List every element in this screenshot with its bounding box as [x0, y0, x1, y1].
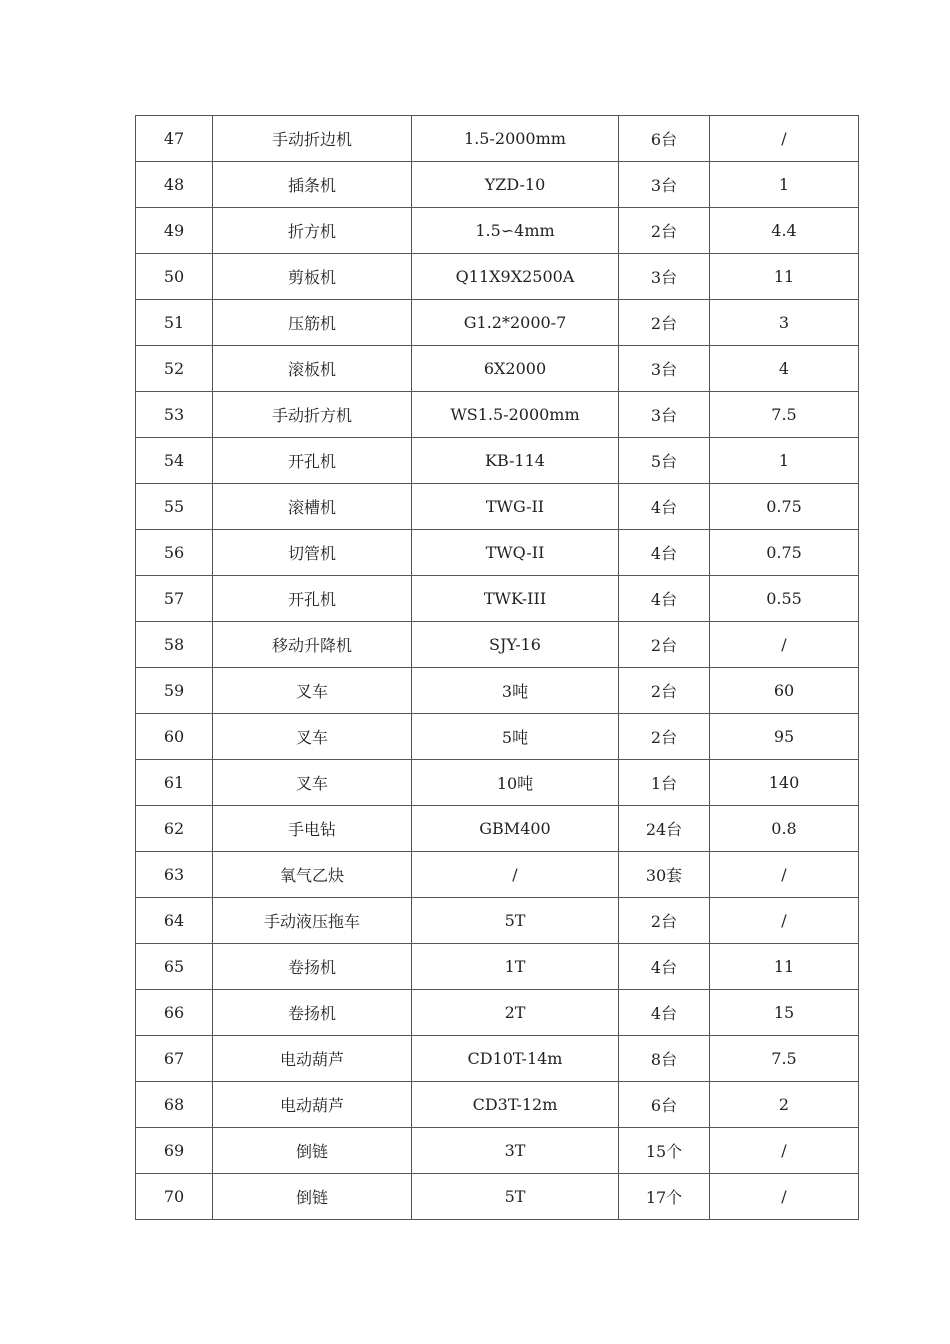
power-cell: 60 [710, 668, 859, 714]
table-row [136, 392, 859, 438]
quantity-cell: 2台 [619, 300, 710, 346]
table-row [136, 208, 859, 254]
row-number-cell: 63 [136, 852, 213, 898]
power-cell: 0.75 [710, 530, 859, 576]
quantity-cell: 6台 [619, 1082, 710, 1128]
table-row [136, 484, 859, 530]
row-number-cell: 59 [136, 668, 213, 714]
power-cell: / [710, 622, 859, 668]
equipment-name-cell: 手动折边机 [213, 116, 412, 162]
model-spec-cell: CD10T-14m [412, 1036, 619, 1082]
power-cell: / [710, 1174, 859, 1220]
power-cell: 140 [710, 760, 859, 806]
equipment-name-cell: 叉车 [213, 714, 412, 760]
equipment-name-cell: 切管机 [213, 530, 412, 576]
table-row [136, 714, 859, 760]
quantity-cell: 5台 [619, 438, 710, 484]
power-cell: 4.4 [710, 208, 859, 254]
equipment-name-cell: 剪板机 [213, 254, 412, 300]
model-spec-cell: YZD-10 [412, 162, 619, 208]
quantity-cell: 2台 [619, 668, 710, 714]
equipment-name-cell: 电动葫芦 [213, 1082, 412, 1128]
power-cell: / [710, 852, 859, 898]
equipment-name-cell: 氧气乙炔 [213, 852, 412, 898]
model-spec-cell: 1T [412, 944, 619, 990]
power-cell: 7.5 [710, 1036, 859, 1082]
table-row [136, 116, 859, 162]
table-row [136, 576, 859, 622]
row-number-cell: 51 [136, 300, 213, 346]
row-number-cell: 53 [136, 392, 213, 438]
row-number-cell: 47 [136, 116, 213, 162]
table-row [136, 162, 859, 208]
equipment-table-body [136, 116, 859, 1220]
power-cell: 0.55 [710, 576, 859, 622]
row-number-cell: 58 [136, 622, 213, 668]
model-spec-cell: TWG-II [412, 484, 619, 530]
quantity-cell: 4台 [619, 576, 710, 622]
row-number-cell: 49 [136, 208, 213, 254]
equipment-name-cell: 开孔机 [213, 438, 412, 484]
power-cell: 11 [710, 254, 859, 300]
row-number-cell: 60 [136, 714, 213, 760]
row-number-cell: 66 [136, 990, 213, 1036]
quantity-cell: 30套 [619, 852, 710, 898]
model-spec-cell: 5T [412, 898, 619, 944]
table-row [136, 760, 859, 806]
equipment-table [135, 115, 859, 1220]
table-row [136, 1036, 859, 1082]
equipment-name-cell: 开孔机 [213, 576, 412, 622]
table-row [136, 1174, 859, 1220]
table-row [136, 254, 859, 300]
quantity-cell: 8台 [619, 1036, 710, 1082]
model-spec-cell: 1.5-2000mm [412, 116, 619, 162]
power-cell: / [710, 116, 859, 162]
power-cell: 1 [710, 438, 859, 484]
model-spec-cell: / [412, 852, 619, 898]
quantity-cell: 4台 [619, 530, 710, 576]
model-spec-cell: CD3T-12m [412, 1082, 619, 1128]
row-number-cell: 50 [136, 254, 213, 300]
quantity-cell: 4台 [619, 484, 710, 530]
power-cell: 15 [710, 990, 859, 1036]
table-row [136, 898, 859, 944]
model-spec-cell: WS1.5-2000mm [412, 392, 619, 438]
model-spec-cell: Q11X9X2500A [412, 254, 619, 300]
equipment-name-cell: 压筋机 [213, 300, 412, 346]
quantity-cell: 2台 [619, 208, 710, 254]
power-cell: 3 [710, 300, 859, 346]
power-cell: / [710, 898, 859, 944]
table-row [136, 990, 859, 1036]
equipment-name-cell: 卷扬机 [213, 944, 412, 990]
model-spec-cell: 1.5∽4mm [412, 208, 619, 254]
row-number-cell: 65 [136, 944, 213, 990]
equipment-name-cell: 手电钻 [213, 806, 412, 852]
quantity-cell: 17个 [619, 1174, 710, 1220]
quantity-cell: 2台 [619, 898, 710, 944]
row-number-cell: 56 [136, 530, 213, 576]
table-row [136, 300, 859, 346]
model-spec-cell: 3吨 [412, 668, 619, 714]
equipment-name-cell: 叉车 [213, 760, 412, 806]
table-row [136, 806, 859, 852]
equipment-name-cell: 手动液压拖车 [213, 898, 412, 944]
model-spec-cell: G1.2*2000-7 [412, 300, 619, 346]
row-number-cell: 70 [136, 1174, 213, 1220]
quantity-cell: 24台 [619, 806, 710, 852]
table-row [136, 346, 859, 392]
model-spec-cell: TWK-III [412, 576, 619, 622]
row-number-cell: 67 [136, 1036, 213, 1082]
model-spec-cell: KB-114 [412, 438, 619, 484]
table-row [136, 944, 859, 990]
row-number-cell: 48 [136, 162, 213, 208]
table-row [136, 622, 859, 668]
power-cell: 7.5 [710, 392, 859, 438]
equipment-name-cell: 手动折方机 [213, 392, 412, 438]
model-spec-cell: SJY-16 [412, 622, 619, 668]
row-number-cell: 61 [136, 760, 213, 806]
power-cell: 1 [710, 162, 859, 208]
equipment-name-cell: 叉车 [213, 668, 412, 714]
equipment-name-cell: 插条机 [213, 162, 412, 208]
power-cell: 95 [710, 714, 859, 760]
quantity-cell: 1台 [619, 760, 710, 806]
model-spec-cell: TWQ-II [412, 530, 619, 576]
quantity-cell: 2台 [619, 714, 710, 760]
power-cell: / [710, 1128, 859, 1174]
row-number-cell: 69 [136, 1128, 213, 1174]
quantity-cell: 6台 [619, 116, 710, 162]
power-cell: 0.8 [710, 806, 859, 852]
quantity-cell: 3台 [619, 254, 710, 300]
table-row [136, 852, 859, 898]
power-cell: 11 [710, 944, 859, 990]
table-row [136, 1082, 859, 1128]
model-spec-cell: 2T [412, 990, 619, 1036]
model-spec-cell: 10吨 [412, 760, 619, 806]
row-number-cell: 62 [136, 806, 213, 852]
quantity-cell: 3台 [619, 392, 710, 438]
equipment-name-cell: 滚槽机 [213, 484, 412, 530]
row-number-cell: 68 [136, 1082, 213, 1128]
power-cell: 2 [710, 1082, 859, 1128]
equipment-name-cell: 折方机 [213, 208, 412, 254]
equipment-name-cell: 移动升降机 [213, 622, 412, 668]
equipment-name-cell: 滚板机 [213, 346, 412, 392]
model-spec-cell: GBM400 [412, 806, 619, 852]
row-number-cell: 64 [136, 898, 213, 944]
model-spec-cell: 3T [412, 1128, 619, 1174]
table-row [136, 438, 859, 484]
quantity-cell: 3台 [619, 162, 710, 208]
quantity-cell: 2台 [619, 622, 710, 668]
power-cell: 0.75 [710, 484, 859, 530]
quantity-cell: 15个 [619, 1128, 710, 1174]
equipment-name-cell: 倒链 [213, 1128, 412, 1174]
equipment-name-cell: 电动葫芦 [213, 1036, 412, 1082]
row-number-cell: 54 [136, 438, 213, 484]
model-spec-cell: 6X2000 [412, 346, 619, 392]
quantity-cell: 4台 [619, 944, 710, 990]
table-row [136, 668, 859, 714]
model-spec-cell: 5T [412, 1174, 619, 1220]
model-spec-cell: 5吨 [412, 714, 619, 760]
row-number-cell: 55 [136, 484, 213, 530]
quantity-cell: 4台 [619, 990, 710, 1036]
table-row [136, 1128, 859, 1174]
equipment-name-cell: 倒链 [213, 1174, 412, 1220]
power-cell: 4 [710, 346, 859, 392]
equipment-name-cell: 卷扬机 [213, 990, 412, 1036]
table-row [136, 530, 859, 576]
row-number-cell: 57 [136, 576, 213, 622]
quantity-cell: 3台 [619, 346, 710, 392]
row-number-cell: 52 [136, 346, 213, 392]
